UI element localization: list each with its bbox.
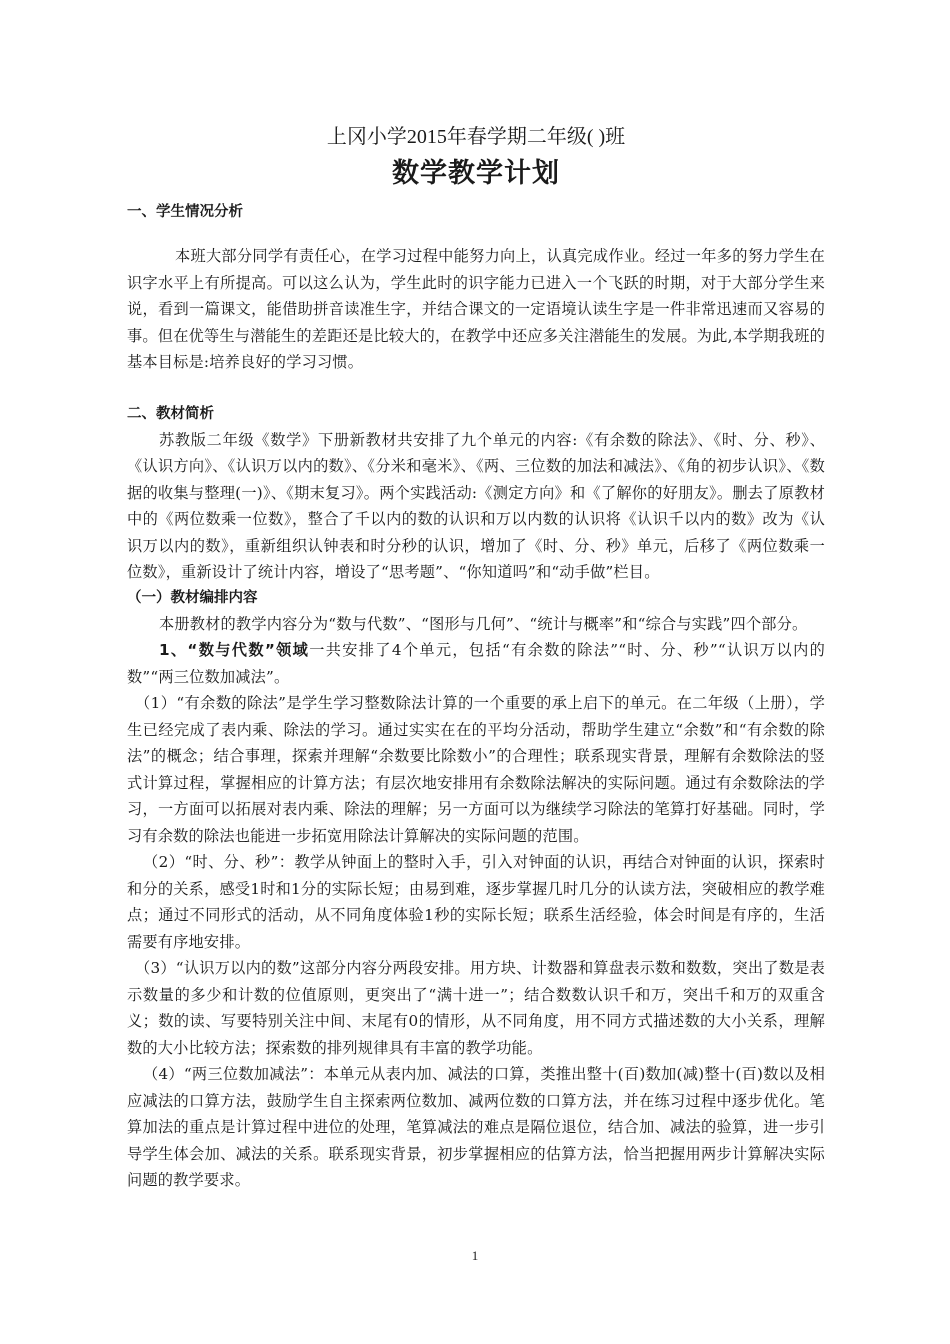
page-number: 1 (471, 1248, 479, 1263)
paragraph-student-analysis: 本班大部分同学有责任心，在学习过程中能努力向上，认真完成作业。经过一年多的努力学生在识字水平上有所提高。可以这么认为，学生此时的识字能力已进入一个飞跃的时期，对于大部分学生来说，看到一篇课文，能借助拼音读准生字，并结合课文的一定语境认读生字是一件非常迅速而又容易的事。但在优等生与潜能生的差距还是比较大的，在教学中还应多关注潜能生的发展。为此,本学期我班的基本目标是:培养良好的学习习惯。 (127, 247, 825, 371)
document-subtitle: 上冈小学2015年春学期二年级( )班 (326, 126, 626, 148)
paragraph-division-with-remainder: （1）“有余数的除法”是学生学习整数除法计算的一个重要的承上启下的单元。在二年级（上册），学生已经完成了表内乘、除法的学习。通过实实在在的平均分活动，帮助学生建立“余数”和“有余数的除法”的概念；结合事理，探索并理解“余数要比除数小”的合理性；联系现实背景，理解有余数除法的竖式计算过程，掌握相应的计算方法；有层次地安排用有余数除法解决的实际问题。通过有余数除法的学习，一方面可以拓展对表内乘、除法的理解；另一方面可以为继续学习除法的笔算打好基础。同时，学习有余数的除法也能进一步拓宽用除法计算解决的实际问题的范围。 (127, 694, 825, 845)
item-text-number-algebra: 一共安排了4个单元，包括“有余数的除法”“时、分、秒”“认识万以内的数”“两三位数加减法”。 (127, 641, 825, 686)
subsection-heading-content: （一）教材编排内容 (127, 589, 258, 606)
paragraph-time-units: （2）“时、分、秒”：教学从钟面上的整时入手，引入对钟面的认识，再结合对钟面的认识，探索时和分的关系，感受1时和1分的实际长短；由易到难，逐步掌握几时几分的认读方法，突破相应的教学难点；通过不同形式的活动，从不同角度体验1秒的实际长短；联系生活经验，体会时间是有序的，生活需要有序地安排。 (127, 853, 825, 951)
document-title: 数学教学计划 (392, 158, 560, 189)
paragraph-content-parts: 本册教材的教学内容分为“数与代数”、“图形与几何”、“统计与概率”和“综合与实践”四个部分。 (159, 614, 808, 633)
item-lead-number-algebra: 1、“数与代数”领域 (159, 641, 310, 659)
paragraph-numbers-within-10000: （3）“认识万以内的数”这部分内容分两段安排。用方块、计数器和算盘表示数和数数，突出了数是表示数量的多少和计数的位值原则，更突出了“满十进一”；结合数数认识千和万，突出千和万的双重含义；数的读、写要特别关注中间、末尾有0的情形，从不同角度，用不同方式描述数的大小关系，理解数的大小比较方法；探索数的排列规律具有丰富的教学功能。 (127, 959, 825, 1057)
paragraph-textbook-overview: 苏教版二年级《数学》下册新教材共安排了九个单元的内容:《有余数的除法》、《时、分、秒》、《认识方向》、《认识万以内的数》、《分米和毫米》、《两、三位数的加法和减法》、《角的初步认识》、《数据的收集与整理(一)》、《期末复习》。两个实践活动:《测定方向》和《了解你的好朋友》。删去了原教材中的《两位数乘一位数》，整合了千以内的数的认识和万以内数的认识将《认识千以内的数》改为《认识万以内的数》，重新组织认钟表和时分秒的认识，增加了《时、分、秒》单元，后移了《两位数乘一位数》，重新设计了统计内容，增设了“思考题”、“你知道吗”和“动手做”栏目。 (127, 430, 825, 581)
paragraph-number-algebra (127, 637, 825, 690)
section-heading-student-analysis: 一、学生情况分析 (127, 204, 243, 220)
section-heading-textbook-analysis: 二、教材简析 (127, 405, 214, 422)
paragraph-addition-subtraction: （4）“两三位数加减法”：本单元从表内加、减法的口算，类推出整十(百)数加(减)整十(百)数以及相应减法的口算方法，鼓励学生自主探索两位数加、减两位数的口算方法，并在练习过程中逐步优化。笔算加法的重点是计算过程中进位的处理，笔算减法的难点是隔位退位，结合加、减法的验算，进一步引导学生体会加、减法的关系。联系现实背景，初步掌握相应的估算方法，恰当把握用两步计算解决实际问题的教学要求。 (127, 1065, 825, 1189)
document-body (127, 122, 825, 1194)
